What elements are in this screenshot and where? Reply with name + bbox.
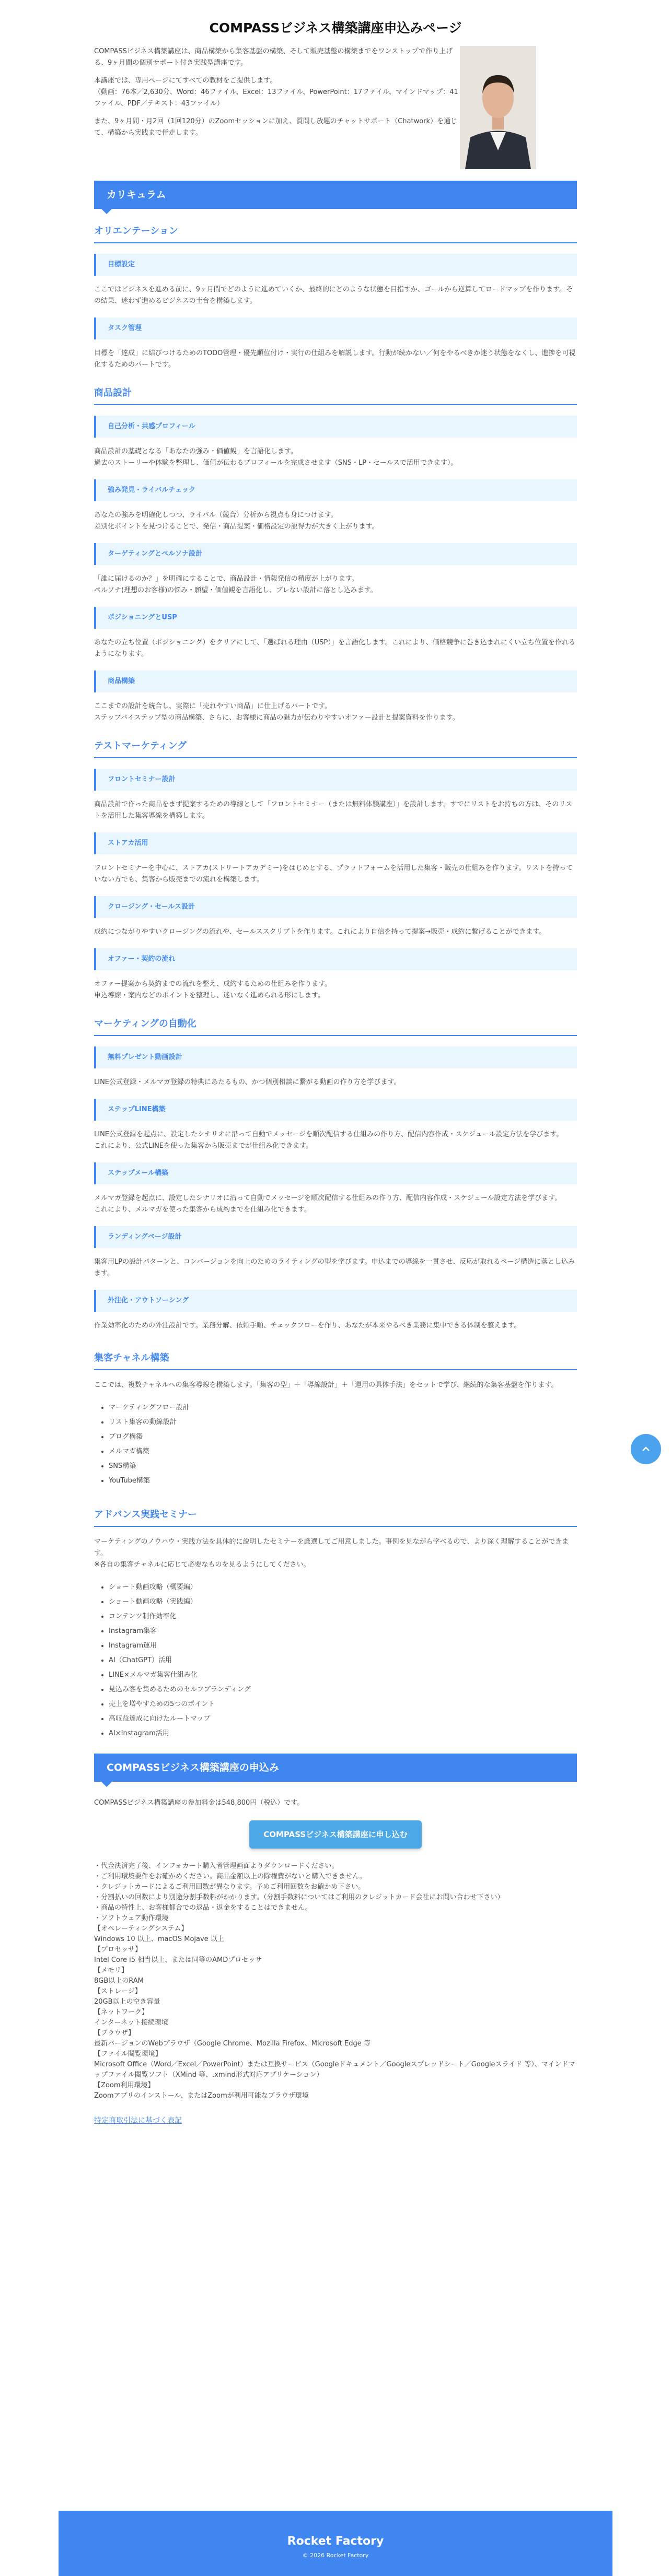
list-item: • YouTube構築 bbox=[109, 1474, 577, 1488]
intro-paragraph: また、9ヶ月間・月2回（1回120分）のZoomセッションに加え、質問し放題のチャットサポート（Chatwork）を通じて、構築から実践まで伴走します。 bbox=[94, 117, 458, 137]
curriculum-item-text: オファー提案から契約までの流れを整え、成約するための仕組みを作ります。 申込導線・案内などのポイントを整理し、迷いなく進められる形にします。 bbox=[94, 980, 332, 999]
curriculum-item-title: 商品構築 bbox=[94, 671, 577, 692]
curriculum-item-title: 外注化・アウトソーシング bbox=[94, 1290, 577, 1312]
curriculum-item-text: 商品設計の基礎となる「あなたの強み・価値観」を言語化します。 過去のストーリーや体験を整理し、価値が伝わるプロフィールを完成させます（SNS・LP・セールスで活用できます）。 bbox=[94, 448, 458, 467]
curriculum-item-title: 無料プレゼント動画設計 bbox=[94, 1046, 577, 1068]
curriculum-item-title: ステップLINE構築 bbox=[94, 1099, 577, 1121]
curriculum-item-text: LINE公式登録を起点に、設定したシナリオに沿って自動でメッセージを順次配信する仕組みの作り方、配信内容作成・スケジュール設定方法を学びます。 これにより、公式LINEを使った集客から販売までが仕組み化できます。 bbox=[94, 1131, 563, 1150]
channel-title: 集客チャネル構築 bbox=[94, 1350, 577, 1370]
advance-title: アドバンス実践セミナー bbox=[94, 1507, 577, 1527]
list-item: • マーケティングフロー設計 bbox=[109, 1401, 577, 1415]
list-item: • ブログ構築 bbox=[109, 1430, 577, 1444]
curriculum-item-text: あなたの強みを明確化しつつ、ライバル（競合）分析から視点も身につけます。 差別化ポイントを見つけることで、発信・商品提案・価格設定の説得力が大きく上がります。 bbox=[94, 511, 379, 531]
footer-copyright: © 2026 Rocket Factory bbox=[302, 2552, 369, 2559]
curriculum-section-title: オリエンテーション bbox=[94, 224, 577, 243]
page-content bbox=[94, 0, 577, 2125]
list-item: • Instagram運用 bbox=[109, 1639, 577, 1653]
apply-button[interactable]: COMPASSビジネス構築講座に申し込む bbox=[249, 1820, 422, 1849]
list-item: • 売上を増やすための5つのポイント bbox=[109, 1697, 577, 1712]
curriculum-item-text: 商品設計で作った商品をまず提案するための導線として「フロントセミナー（または無料体験講座）」を設計します。すでにリストをお持ちの方は、そのリストを活用した集客導線を構築します。 bbox=[94, 801, 572, 820]
intro-text bbox=[94, 46, 460, 139]
curriculum-item-title: 強み発見・ライバルチェック bbox=[94, 479, 577, 501]
list-item: • リスト集客の動線設計 bbox=[109, 1415, 577, 1430]
curriculum-section-title: マーケティングの自動化 bbox=[94, 1016, 577, 1036]
curriculum-item-title: タスク管理 bbox=[94, 317, 577, 339]
curriculum-item-text: 集客用LPの設計パターンと、コンバージョンを向上のためのライティングの型を学びます。申込までの導線を一貫させ、反応が取れるページ構造に落とし込みます。 bbox=[94, 1258, 575, 1277]
curriculum-item-text: メルマガ登録を起点に、設定したシナリオに沿って自動でメッセージを順次配信する仕組みの作り方、配信内容作成・スケジュール設定方法を学びます。 これにより、メルマガを使った集客から成約までを仕組み化できます。 bbox=[94, 1194, 562, 1214]
curriculum-item-title: ストアカ活用 bbox=[94, 832, 577, 854]
legal-notice-link[interactable]: 特定商取引法に基づく表記 bbox=[94, 2116, 182, 2125]
curriculum-list bbox=[94, 224, 577, 1332]
advance-text: マーケティングのノウハウ・実践方法を具体的に説明したセミナーを厳選してご用意しました。事例を見ながら学べるので、より深く理解することができます。 ※各自の集客チャネルに応じて必要なものを見るようにしてください。 bbox=[94, 1538, 569, 1569]
curriculum-item-text: 作業効率化のための外注設計です。業務分解、依頼手順、チェックフローを作り、あなたが本来やるべき業務に集中できる体制を整えます。 bbox=[94, 1322, 521, 1330]
curriculum-item-title: 目標設定 bbox=[94, 254, 577, 276]
list-item: • Instagram集客 bbox=[109, 1624, 577, 1639]
page-title: COMPASSビジネス構築講座申込みページ bbox=[209, 20, 462, 36]
curriculum-item-title: ターゲティングとペルソナ設計 bbox=[94, 543, 577, 565]
curriculum-item-title: ステップメール構築 bbox=[94, 1162, 577, 1184]
curriculum-item-text: 成約につながりやすいクロージングの流れや、セールススクリプトを作ります。これにより自信を持って提案→販売・成約に繋げることができます。 bbox=[94, 928, 546, 936]
curriculum-section-title: 商品設計 bbox=[94, 385, 577, 405]
arrow-up-icon bbox=[641, 1444, 651, 1454]
curriculum-item-text: 「誰に届けるのか？」を明確にすることで、商品設計・情報発信の精度が上がります。 ペルソナ(理想のお客様)の悩み・願望・価値観を言語化し、ブレない設計に落とし込みます。 bbox=[94, 575, 377, 594]
channel-list bbox=[94, 1401, 577, 1488]
list-item: • 見込み客を集めるためのセルフブランディング bbox=[109, 1683, 577, 1697]
curriculum-section-title: テストマーケティング bbox=[94, 738, 577, 758]
list-item: • ショート動画攻略（概要編） bbox=[109, 1580, 577, 1595]
curriculum-item-text: 目標を「達成」に結びつけるためのTODO管理・優先順位付け・実行の仕組みを解説します。行動が続かない／何をやるべきか迷う状態をなくし、進捗を可視化するためのパートです。 bbox=[94, 349, 576, 369]
apply-heading: COMPASSビジネス構築講座の申込み bbox=[94, 1754, 577, 1782]
scroll-top-button[interactable] bbox=[631, 1434, 661, 1464]
curriculum-item-text: あなたの立ち位置（ポジショニング）をクリアにして、「選ばれる理由（USP）」を言語化します。これにより、価格競争に巻き込まれにくい立ち位置を作れるようになります。 bbox=[94, 639, 575, 658]
curriculum-heading: カリキュラム bbox=[94, 181, 577, 209]
channel-text: ここでは、複数チャネルへの集客導線を構築します。「集客の型」＋「導線設計」＋「運用の具体手法」をセットで学び、継続的な集客基盤を作ります。 bbox=[94, 1381, 558, 1389]
price-text: COMPASSビジネス構築講座の参加料金は548,800円（税込）です。 bbox=[94, 1799, 304, 1807]
list-item: • コンテンツ制作効率化 bbox=[109, 1609, 577, 1624]
list-item: • 高収益達成に向けたルートマップ bbox=[109, 1712, 577, 1726]
curriculum-item-text: LINE公式登録・メルマガ登録の特典にあたるもの、かつ個別相談に繋がる動画の作り方を学びます。 bbox=[94, 1078, 401, 1086]
purchase-notes: ・代金決済完了後、インフォカート購入者管理画面よりダウンロードください。 ・ご利用環境要件をお確かめください。商品金額以上の除権費がないと購入できません。 ・クレジットカードによるご利用回数が異なります。予めご利用回数をお確かめ下さい。 ・分割払いの回数により別途分割手数料がかかります。（分割手数料についてはご利用のクレジットカード会社にお問い合わせ下さい） ・商品の特性上、お客様都合での返品・返金をすることはできません。 ・ソフトウェア動作環境 【オペレーティングシステム】 Windows 10 以上、macOS Mojave 以上 【プロセッサ】 Intel Core i5 相当以上、または同等のAMDプロセッサ 【メモリ】 8GB以上のRAM 【ストレージ】 20GB以上の空き容量 【ネットワーク】 インターネット接続環境 【ブラウザ】 最新バージョンのWebブラウザ（Google Chrome、Mozilla Firefox、Microsoft Edge 等 【ファイル閲覧環境】 Microsoft Office（Word／Excel／PowerPoint）または互換サービス（Googleドキュメント／Googleスプレッドシート／Googleスライド 等）、マインドマップファイル閲覧ソフト（XMind 等、.xmind形式対応アプリケーション） 【Zoom利用環境】 Zoomアプリのインストール、またはZoomが利用可能なブラウザ環境 bbox=[94, 1862, 575, 2100]
curriculum-item-text: ここではビジネスを進める前に、9ヶ月間でどのように進めていくか、最終的にどのような状態を目指すか、ゴールから逆算してロードマップを作ります。その結果、迷わず進めるビジネスの土台を構築します。 bbox=[94, 286, 573, 305]
curriculum-item-title: クロージング・セールス設計 bbox=[94, 896, 577, 918]
list-item: • AI（ChatGPT）活用 bbox=[109, 1653, 577, 1668]
footer bbox=[59, 2511, 612, 2576]
curriculum-item-title: フロントセミナー設計 bbox=[94, 769, 577, 791]
instructor-photo bbox=[460, 46, 536, 169]
intro-block bbox=[94, 46, 577, 181]
list-item: • メルマガ構築 bbox=[109, 1444, 577, 1459]
curriculum-item-title: ランディングページ設計 bbox=[94, 1226, 577, 1248]
curriculum-item-title: 自己分析・共感プロフィール bbox=[94, 416, 577, 438]
curriculum-item-title: オファー・契約の流れ bbox=[94, 948, 577, 970]
footer-company-name: Rocket Factory bbox=[287, 2535, 384, 2548]
list-item: • SNS構築 bbox=[109, 1459, 577, 1474]
list-item: • LINE×メルマガ集客仕組み化 bbox=[109, 1668, 577, 1683]
intro-paragraph: 本講座では、専用ページにてすべての教材をご提供します。 （動画：76本／2,630分、Word：46ファイル、Excel：13ファイル、PowerPoint：17ファイル、マインドマップ：41ファイル、PDF／テキスト：43ファイル） bbox=[94, 77, 458, 108]
list-item: • AI×Instagram活用 bbox=[109, 1726, 577, 1741]
intro-paragraph: COMPASSビジネス構築講座は、商品構築から集客基盤の構築、そして販売基盤の構築までをワンストップで作り上げる、9ヶ月間の個別サポート付き実践型講座です。 bbox=[94, 48, 453, 67]
advance-list bbox=[94, 1580, 577, 1741]
list-item: • ショート動画攻略（実践編） bbox=[109, 1595, 577, 1609]
curriculum-item-title: ポジショニングとUSP bbox=[94, 607, 577, 629]
curriculum-item-text: フロントセミナーを中心に、ストアカ(ストリートアカデミー)をはじめとする、プラットフォームを活用した集客・販売の仕組みを作ります。リストを持っていない方でも、集客から販売までの流れを構築します。 bbox=[94, 864, 573, 884]
curriculum-item-text: ここまでの設計を統合し、実際に「売れやすい商品」に仕上げるパートです。 ステップバイステップ型の商品構築、さらに、お客様に商品の魅力が伝わりやすいオファー設計と提案資料を作ります。 bbox=[94, 702, 459, 722]
